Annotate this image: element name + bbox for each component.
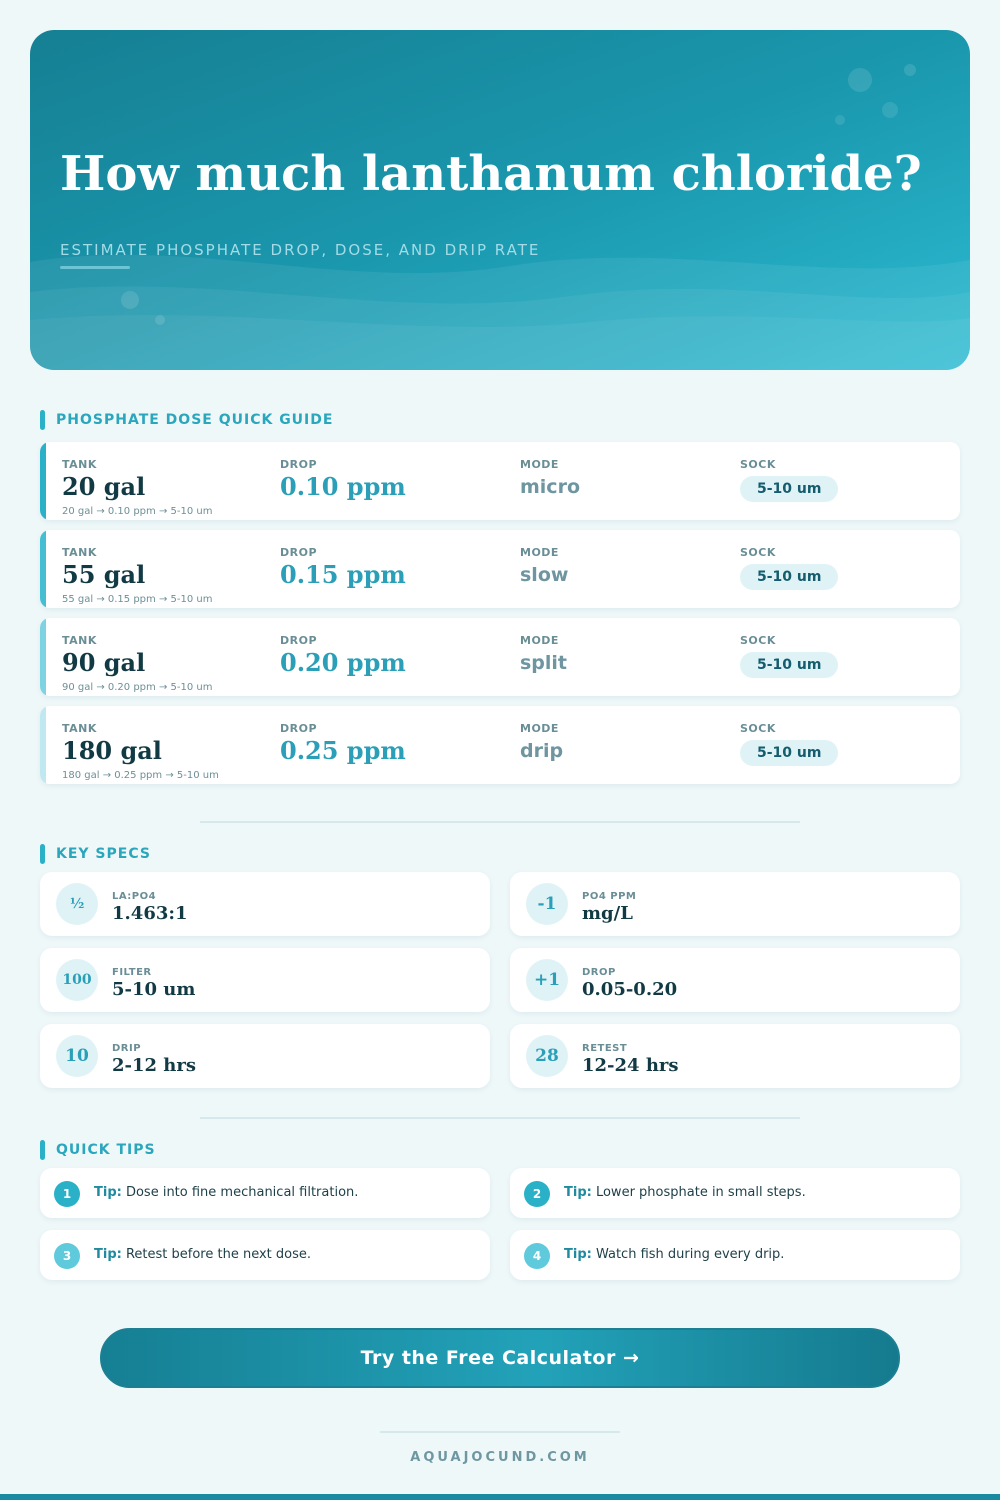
sock-label: SOCK [740, 546, 776, 559]
tip-number-badge: 1 [54, 1181, 80, 1207]
mode-value: drip [520, 740, 564, 762]
spec-card-drip [40, 1024, 490, 1088]
spec-card-drop [510, 948, 960, 1012]
dose-row [40, 530, 960, 608]
bottom-accent-bar [0, 1494, 1000, 1500]
tank-column [62, 722, 162, 765]
mode-column [520, 458, 580, 498]
tip-prefix: Tip: [94, 1185, 122, 1200]
row-accent-bar [40, 706, 46, 784]
dose-guide-heading-text: PHOSPHATE DOSE QUICK GUIDE [56, 412, 334, 428]
sock-column [740, 546, 838, 590]
mode-value: slow [520, 564, 569, 586]
row-accent-bar [40, 442, 46, 520]
spec-label: RETEST [582, 1043, 628, 1054]
tip-body: Dose into fine mechanical filtration. [125, 1185, 359, 1200]
mode-label: MODE [520, 458, 559, 471]
key-specs-heading [40, 844, 151, 864]
mode-value: split [520, 652, 568, 674]
drop-column [280, 634, 406, 677]
tank-column [62, 634, 145, 677]
tip-prefix: Tip: [94, 1247, 122, 1262]
drop-column [280, 458, 406, 501]
mode-label: MODE [520, 634, 559, 647]
sock-label: SOCK [740, 458, 776, 471]
sock-column [740, 458, 838, 502]
heading-accent-bar [40, 844, 45, 864]
tank-label: TANK [62, 634, 97, 647]
sock-badge: 5-10 um [740, 476, 838, 502]
spec-card-retest [510, 1024, 960, 1088]
spec-value: 5-10 um [112, 979, 196, 1000]
tip-text [94, 1247, 311, 1262]
dose-guide-heading [40, 410, 333, 430]
dose-row [40, 618, 960, 696]
spec-label: FILTER [112, 967, 152, 978]
row-summary: 20 gal → 0.10 ppm → 5-10 um [62, 506, 213, 517]
spec-value: mg/L [582, 903, 633, 924]
tip-card [40, 1168, 490, 1218]
tip-text [94, 1185, 358, 1200]
drop-value: 0.25 ppm [280, 736, 406, 765]
free-calculator-button[interactable]: Try the Free Calculator → [100, 1328, 900, 1388]
footer-divider [380, 1431, 620, 1433]
tank-column [62, 546, 145, 589]
drop-label: DROP [280, 458, 318, 471]
tip-body: Retest before the next dose. [125, 1247, 311, 1262]
spec-value: 2-12 hrs [112, 1055, 197, 1076]
sock-column [740, 634, 838, 678]
mode-column [520, 546, 568, 586]
tip-text [564, 1247, 784, 1262]
tip-number-badge: 4 [524, 1243, 550, 1269]
page-title: How much lanthanum chloride? [60, 146, 922, 202]
row-summary: 180 gal → 0.25 ppm → 5-10 um [62, 770, 219, 781]
tank-value: 180 gal [62, 736, 162, 765]
tank-label: TANK [62, 458, 97, 471]
quick-tips-heading [40, 1140, 156, 1160]
section-divider [200, 821, 800, 823]
spec-value: 0.05-0.20 [582, 979, 678, 1000]
spec-value: 12-24 hrs [582, 1055, 679, 1076]
tip-prefix: Tip: [564, 1185, 592, 1200]
spec-value: 1.463:1 [112, 903, 188, 924]
drop-label: DROP [280, 722, 318, 735]
drop-label: DROP [280, 546, 318, 559]
spec-badge: +1 [526, 959, 568, 1001]
drop-value: 0.10 ppm [280, 472, 406, 501]
row-accent-bar [40, 618, 46, 696]
spec-badge: 10 [56, 1035, 98, 1077]
tip-prefix: Tip: [564, 1247, 592, 1262]
drop-value: 0.15 ppm [280, 560, 406, 589]
sock-column [740, 722, 838, 766]
spec-badge: 28 [526, 1035, 568, 1077]
mode-column [520, 634, 567, 674]
drop-label: DROP [280, 634, 318, 647]
spec-label: DROP [582, 967, 616, 978]
hero-banner [30, 30, 970, 370]
drop-column [280, 722, 406, 765]
row-summary: 90 gal → 0.20 ppm → 5-10 um [62, 682, 213, 693]
spec-badge: -1 [526, 883, 568, 925]
tip-body: Watch fish during every drip. [595, 1247, 785, 1262]
tank-label: TANK [62, 722, 97, 735]
section-divider [200, 1117, 800, 1119]
spec-label: PO4 PPM [582, 891, 637, 902]
tip-card [510, 1230, 960, 1280]
spec-card-po4-ppm [510, 872, 960, 936]
heading-accent-bar [40, 1140, 45, 1160]
heading-accent-bar [40, 410, 45, 430]
tip-number-badge: 3 [54, 1243, 80, 1269]
tip-text [564, 1185, 806, 1200]
drop-value: 0.20 ppm [280, 648, 406, 677]
tank-label: TANK [62, 546, 97, 559]
mode-label: MODE [520, 546, 559, 559]
dose-row [40, 706, 960, 784]
key-specs-heading-text: KEY SPECS [56, 846, 151, 862]
spec-label: DRIP [112, 1043, 142, 1054]
spec-badge: 100 [56, 959, 98, 1001]
spec-label: LA:PO4 [112, 891, 157, 902]
tank-column [62, 458, 145, 501]
row-accent-bar [40, 530, 46, 608]
mode-value: micro [520, 476, 580, 498]
spec-card-filter [40, 948, 490, 1012]
tank-value: 20 gal [62, 472, 146, 501]
tip-number-badge: 2 [524, 1181, 550, 1207]
tip-card [40, 1230, 490, 1280]
sock-badge: 5-10 um [740, 652, 838, 678]
subtitle-underline [60, 266, 130, 269]
tip-body: Lower phosphate in small steps. [595, 1185, 806, 1200]
quick-tips-heading-text: QUICK TIPS [56, 1142, 156, 1158]
sock-label: SOCK [740, 722, 776, 735]
sock-badge: 5-10 um [740, 564, 838, 590]
tank-value: 55 gal [62, 560, 146, 589]
page-subtitle: ESTIMATE PHOSPHATE DROP, DOSE, AND DRIP RATE [60, 241, 541, 259]
row-summary: 55 gal → 0.15 ppm → 5-10 um [62, 594, 213, 605]
drop-column [280, 546, 406, 589]
dose-row [40, 442, 960, 520]
sock-badge: 5-10 um [740, 740, 838, 766]
footer-brand: AQUAJOCUND.COM [410, 1450, 590, 1465]
spec-card-la-po4 [40, 872, 490, 936]
tip-card [510, 1168, 960, 1218]
sock-label: SOCK [740, 634, 776, 647]
mode-label: MODE [520, 722, 559, 735]
mode-column [520, 722, 563, 762]
tank-value: 90 gal [62, 648, 146, 677]
spec-badge: ½ [56, 883, 98, 925]
